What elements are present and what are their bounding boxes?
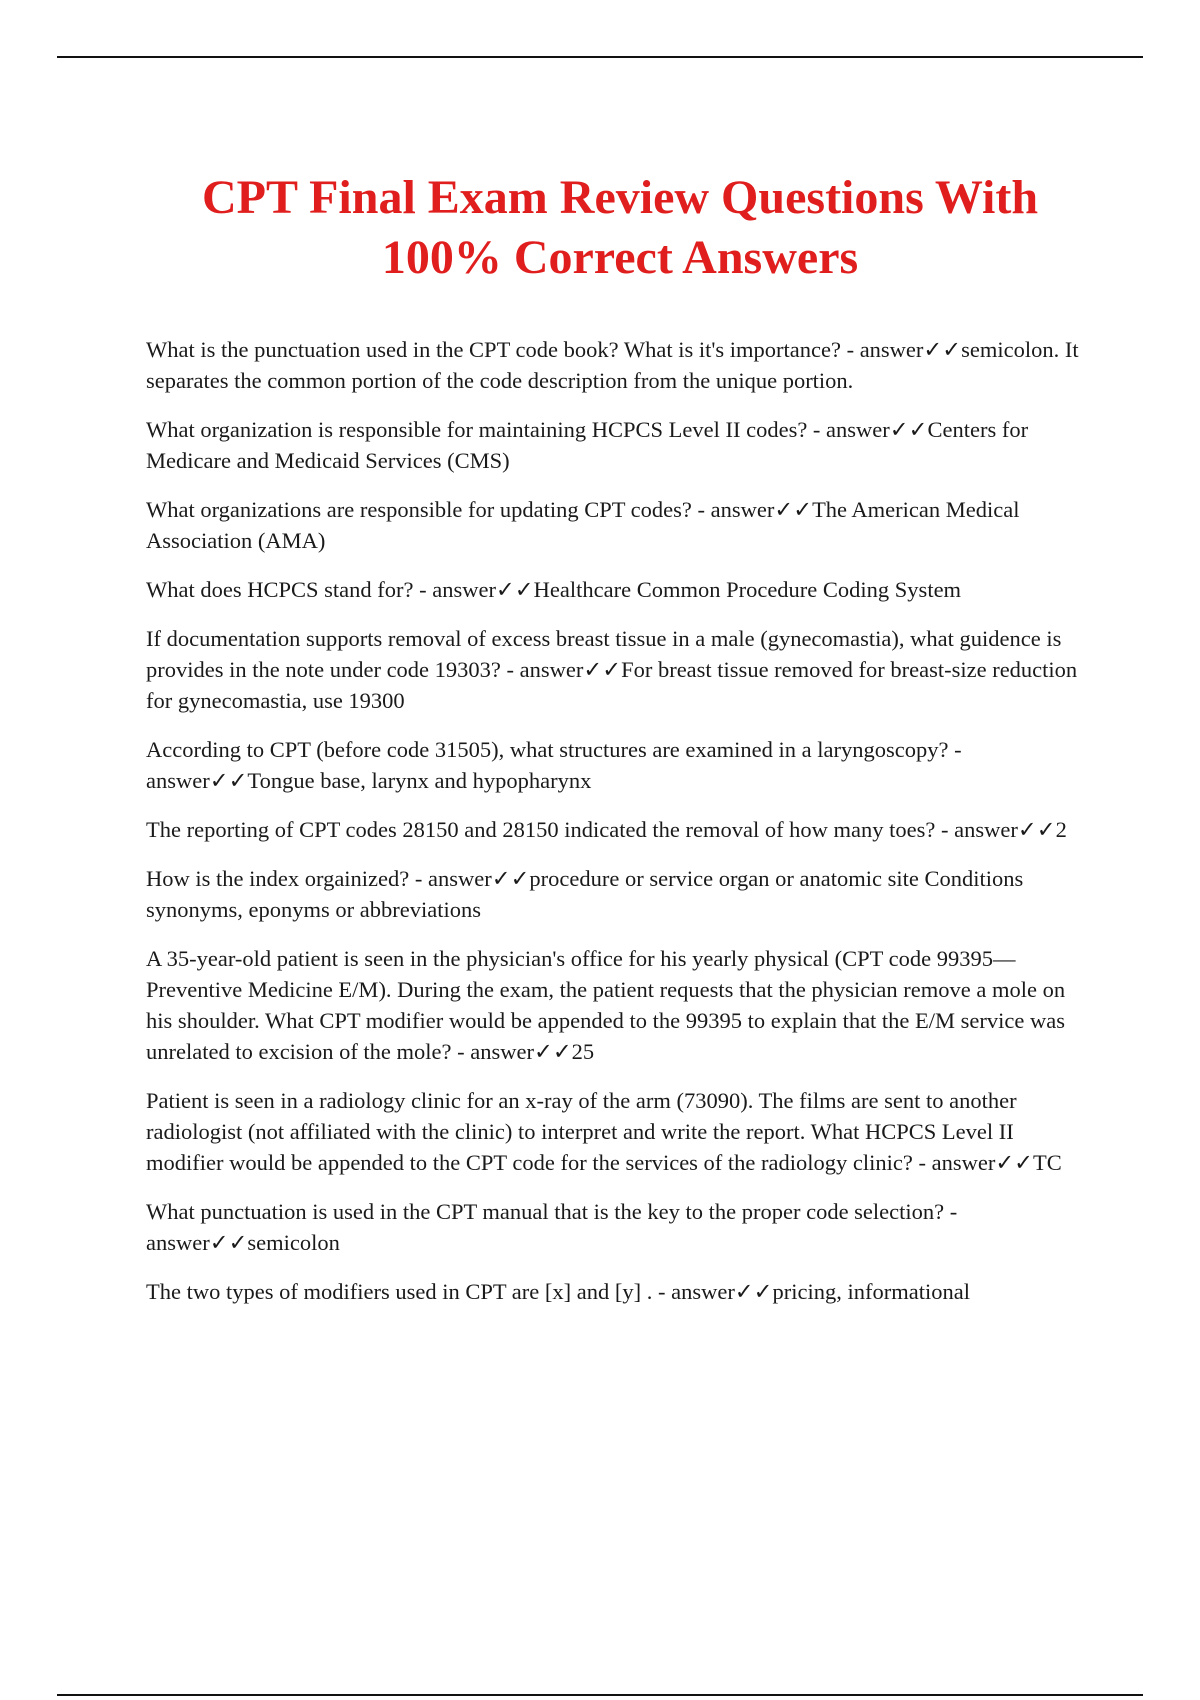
document-title: CPT Final Exam Review Questions With 100% Correct Answers (201, 171, 1039, 284)
qa-item: The two types of modifiers used in CPT are [x] and [y] . - answer✓✓pricing, informational (146, 1279, 970, 1304)
qa-item: Patient is seen in a radiology clinic for an x-ray of the arm (73090). The films are sent to another radiologist (not affiliated with the clinic) to interpret and write the report. What HCPCS Level II modifier would be appended to the CPT code for the services of the radiology clinic? - answer✓✓TC (146, 1088, 1062, 1175)
qa-item: A 35-year-old patient is seen in the physician's office for his yearly physical (CPT code 99395—Preventive Medicine E/M). During the exam, the patient requests that the physician remove a mole on his shoulder. What CPT modifier would be appended to the 99395 to explain that the E/M service was unrelated to excision of the mole? - answer✓✓25 (146, 946, 1066, 1064)
qa-item: What is the punctuation used in the CPT code book? What is it's importance? - answer✓✓semicolon. It separates the common portion of the code description from the unique portion. (146, 337, 1079, 393)
qa-item: What organizations are responsible for updating CPT codes? - answer✓✓The American Medical Association (AMA) (146, 497, 1020, 553)
qa-item: If documentation supports removal of excess breast tissue in a male (gynecomastia), what guidence is provides in the note under code 19303? - answer✓✓For breast tissue removed for breast-size reduction for gynecomastia, use 19300 (146, 626, 1078, 713)
qa-item: What does HCPCS stand for? - answer✓✓Healthcare Common Procedure Coding System (146, 577, 962, 602)
qa-list (146, 334, 1096, 1325)
qa-item: The reporting of CPT codes 28150 and 28150 indicated the removal of how many toes? - answer✓✓2 (146, 817, 1067, 842)
qa-item: How is the index orgainized? - answer✓✓procedure or service organ or anatomic site Conditions synonyms, eponyms or abbreviations (146, 866, 1024, 922)
bottom-rule (57, 1694, 1143, 1696)
qa-item: According to CPT (before code 31505), what structures are examined in a laryngoscopy? - answer✓✓Tongue base, larynx and hypopharynx (146, 737, 962, 793)
qa-item: What punctuation is used in the CPT manual that is the key to the proper code selection? - answer✓✓semicolon (146, 1199, 958, 1255)
top-rule (57, 56, 1143, 58)
qa-item: What organization is responsible for maintaining HCPCS Level II codes? - answer✓✓Centers for Medicare and Medicaid Services (CMS) (146, 417, 1029, 473)
